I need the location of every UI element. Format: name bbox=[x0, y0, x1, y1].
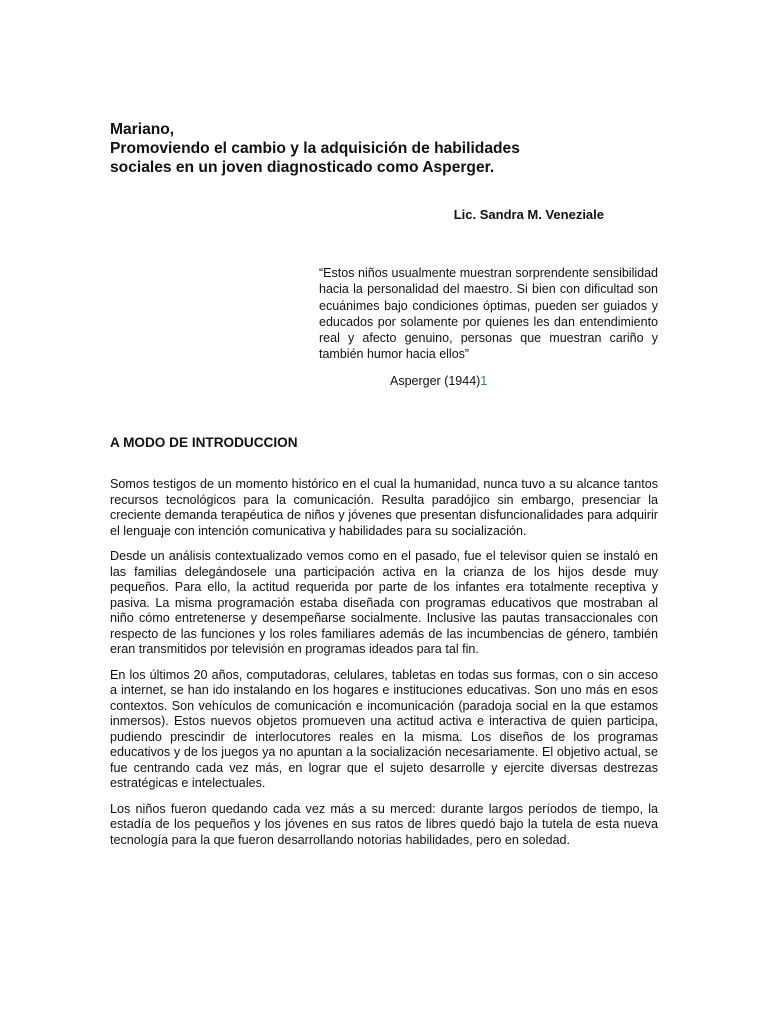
paragraph-2: Desde un análisis contextualizado vemos como en el pasado, fue el televisor quien se instaló en las familias delegándosele una participación activa en la crianza de los hijos desde muy pequeños. Para ello, la actitud requerida por parte de los infantes era totalmente receptiva y pasiva. La misma programación estaba diseñada con programas educativos que mostraban al niño cómo entretenerse y desempeñarse socialmente. Inclusive las pautas transaccionales con respecto de las funciones y los roles familiares además de las incumbencias de género, también eran transmitidos por televisión en programas ideados para tal fin. bbox=[110, 549, 658, 656]
body-text bbox=[110, 477, 658, 858]
title-line-2: Promoviendo el cambio y la adquisición de habilidades bbox=[110, 140, 520, 157]
paragraph-4: Los niños fueron quedando cada vez más a su merced: durante largos períodos de tiempo, la estadía de los pequeños y los jóvenes en sus ratos de libres quedó bajo la tutela de esta nueva tecnología para la que fueron desarrollando notorias habilidades, pero en soledad. bbox=[110, 801, 658, 847]
document-page bbox=[110, 0, 658, 1024]
document-title bbox=[110, 120, 658, 177]
section-heading: A MODO DE INTRODUCCION bbox=[110, 435, 298, 450]
footnote-reference-link[interactable]: 1 bbox=[480, 374, 488, 388]
title-line-3: sociales en un joven diagnosticado como Asperger. bbox=[110, 159, 495, 176]
epigraph-quote: “Estos niños usualmente muestran sorprendente sensibilidad hacia la personalidad del maestro. Si bien con dificultad son ecuánimes bajo condiciones óptimas, pueden ser guiados y educados por solamente por quienes les dan entendimiento real y afecto genuino, personas que muestran cariño y también humor hacia ellos” bbox=[319, 266, 658, 362]
author-name: Lic. Sandra M. Veneziale bbox=[453, 207, 604, 222]
title-line-1: Mariano, bbox=[110, 121, 175, 138]
paragraph-3: En los últimos 20 años, computadoras, celulares, tabletas en todas sus formas, con o sin acceso a internet, se han ido instalando en los hogares e instituciones educativas. Son uno más en esos contextos. Son vehículos de comunicación e incomunicación (paradoja social en la que estamos inmersos). Estos nuevos objetos promueven una actitud activa e interactiva de quien participa, pudiendo prescindir de interlocutores reales en la misma. Los diseños de los programas educativos y de los juegos ya no apuntan a la socialización necesariamente. El objetivo actual, se fue centrando cada vez más, en lograr que el sujeto desarrolle y ejercite diversas destrezas estratégicas e intelectuales. bbox=[110, 667, 658, 790]
paragraph-1: Somos testigos de un momento histórico en el cual la humanidad, nunca tuvo a su alcance tantos recursos tecnológicos para la comunicación. Resulta paradójico sin embargo, presenciar la creciente demanda terapéutica de niños y jóvenes que presentan disfuncionalidades para adquirir el lenguaje con intención comunicativa y habilidades para su socialización. bbox=[110, 477, 658, 538]
epigraph-attribution bbox=[390, 373, 487, 389]
epigraph-attribution-text: Asperger (1944) bbox=[390, 374, 481, 388]
